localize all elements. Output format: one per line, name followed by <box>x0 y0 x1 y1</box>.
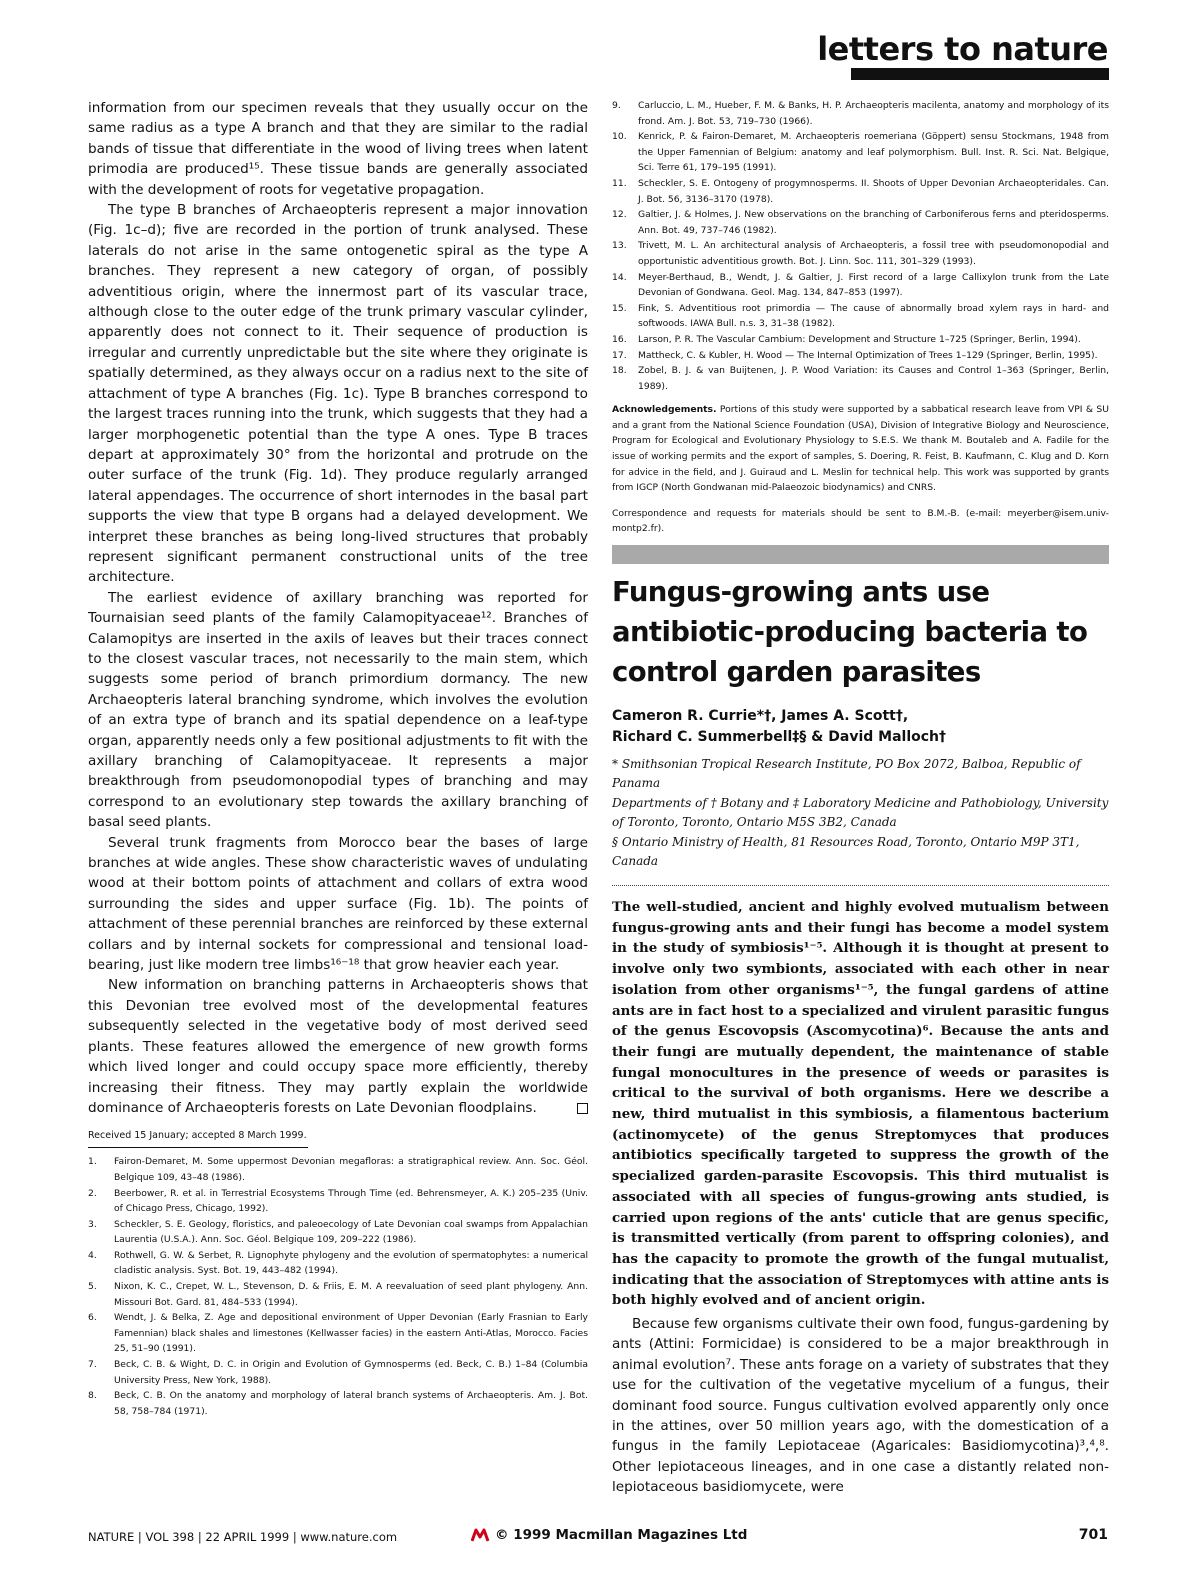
reference-item <box>612 98 1109 129</box>
reference-item <box>88 1388 588 1419</box>
reference-item <box>612 238 1109 269</box>
reference-text: Scheckler, S. E. Geology, floristics, and paleoecology of Late Devonian coal swamps from Appalachian Laurentia (U.S.A.). Ann. Soc. Géol. Belgique 109, 209–222 (1986). <box>114 1218 588 1246</box>
reference-list-left <box>88 1154 588 1419</box>
body-paragraph: The type B branches of Archaeopteris represent a major innovation (Fig. 1c–d); five are recorded in the portion of trunk analysed. These laterals do not arise in the same ontogenetic spiral as the type A branches. They represent a new category of organ, of possibly adventitious origin, where the innermost part of its vascular trace, although close to the outer edge of the trunk primary vascular cylinder, apparently does not connect to it. Their sequence of production is irregular and currently unpredictable but the site where they originate is spatially determined, as they always occur on a radius next to the site of attachment of type A branches (Fig. 1c). Type B branches correspond to the largest traces running into the trunk, which suggests that they had a larger morphogenetic potential than the type A ones. Type B traces depart at approximately 30° from the horizontal and protrude on the outer surface of the trunk (Fig. 1d). They produce regularly arranged lateral appendages. The occurrence of short internodes in the basal part supports the view that type B organs had a delayed development. We interpret these branches as being long-lived structures that probably represent significant permanent constructional units of the tree architecture. <box>88 202 588 586</box>
reference-text: Nixon, K. C., Crepet, W. L., Stevenson, D. & Friis, E. M. A reevaluation of seed plant phylogeny. Ann. Missouri Bot. Gard. 81, 484–533 (1994). <box>114 1281 588 1308</box>
reference-number: 17. <box>612 349 627 361</box>
reference-item <box>612 332 1109 348</box>
section-title: letters to nature <box>817 30 1108 68</box>
reference-item <box>612 176 1109 207</box>
reference-number: 15. <box>612 302 627 314</box>
reference-text: Beerbower, R. et al. in Terrestrial Ecosystems Through Time (ed. Behrensmeyer, A. K.) 205–235 (Univ. of Chicago Press, Chicago, 1992). <box>114 1187 588 1215</box>
received-dates: Received 15 January; accepted 8 March 1999. <box>88 1130 308 1148</box>
reference-text: Carluccio, L. M., Hueber, F. M. & Banks, H. P. Archaeopteris macilenta, anatomy and morphology of its frond. Am. J. Bot. 53, 719–730 (1966). <box>638 100 1109 127</box>
reference-item <box>88 1186 588 1217</box>
reference-text: Larson, P. R. The Vascular Cambium: Development and Structure 1–725 (Springer, Berlin, 1994). <box>638 333 1081 345</box>
reference-number: 16. <box>612 333 627 345</box>
reference-number: 8. <box>88 1390 97 1402</box>
body-paragraph-text: New information on branching patterns in Archaeopteris shows that this Devonian tree evolved most of the developmental features subsequently selected in the vegetative body of most derived seed plants. These features allowed the emergence of new growth forms which lived longer and could occupy space more efficiently, thereby increasing their fitness. They may partly explain the worldwide dominance of Archaeopteris forests on Late Devonian floodplains. <box>88 977 588 1116</box>
reference-number: 13. <box>612 240 627 252</box>
reference-item <box>88 1217 588 1248</box>
reference-text: Kenrick, P. & Fairon-Demaret, M. Archaeopteris roemeriana (Göppert) sensu Stockmans, 1948 from the Upper Famennian of Belgium: anatomy and leaf polymorphism. Bull. Inst. R. Sci. Nat. Belgique, Sci. Terre 61, 179–195 (1991). <box>638 131 1109 174</box>
macmillan-logo-icon <box>471 1528 491 1542</box>
reference-item <box>612 129 1109 176</box>
intro-paragraph: Because few organisms cultivate their own food, fungus-gardening by ants (Attini: Formicidae) is considered to be a major breakthrough in animal evolution⁷. These ants forage on a variety of substrates that they use for the cultivation of the vegetative mycelium of a fungus, their dominant food source. Fungus cultivation evolved apparently only once in the attines, over 50 million years ago, with the domestication of a fungus in the family Lepiotaceae (Agaricales: Basidiomycotina)³,⁴,⁸. Other lepiotaceous lineages, and in one case a distantly related non-lepiotaceous basidiomycete, were <box>612 1316 1109 1496</box>
left-column <box>88 98 588 1419</box>
article-intro <box>612 1314 1109 1498</box>
reference-item <box>612 301 1109 332</box>
right-column <box>612 98 1109 537</box>
reference-text: Wendt, J. & Belka, Z. Age and depositional environment of Upper Devonian (Early Frasnian to Early Famennian) black shales and limestones (Kellwasser facies) in the eastern Anti-Atlas, Morocco. Facies 25, 51–90 (1991). <box>114 1312 588 1355</box>
reference-item <box>612 363 1109 394</box>
affiliation-divider <box>612 885 1109 886</box>
affiliation: Departments of † Botany and ‡ Laboratory Medicine and Pathobiology, University of Toronto, Toronto, Ontario M5S 3B2, Canada <box>612 795 1109 830</box>
reference-text: Zobel, B. J. & van Buijtenen, J. P. Wood Variation: its Causes and Control 1–363 (Springer, Berlin, 1989). <box>638 365 1109 392</box>
page-number: 701 <box>1078 1527 1108 1543</box>
copyright-text: © 1999 Macmillan Magazines Ltd <box>495 1527 748 1543</box>
reference-text: Fink, S. Adventitious root primordia — The cause of abnormally broad xylem rays in hard- and softwoods. IAWA Bull. n.s. 3, 31–38 (1982). <box>638 302 1109 330</box>
reference-text: Fairon-Demaret, M. Some uppermost Devonian megafloras: a stratigraphical review. Ann. Soc. Géol. Belgique 109, 43–48 (1986). <box>114 1156 588 1183</box>
body-paragraph: Several trunk fragments from Morocco bear the bases of large branches at wide angles. These show characteristic waves of undulating wood at their bottom points of attachment and collars of extra wood surrounding the sides and upper surface (Fig. 1b). The points of attachment of these perennial branches are reinforced by these external collars and by internal sockets for compressional and tensional load-bearing, just like modern tree limbs¹⁶⁻¹⁸ that grow heavier each year. <box>88 834 588 974</box>
reference-text: Beck, C. B. On the anatomy and morphology of lateral branch systems of Archaeopteris. Am. J. Bot. 58, 758–784 (1971). <box>114 1390 588 1417</box>
author-affiliations <box>612 755 1109 871</box>
body-paragraph: The earliest evidence of axillary branching was reported for Tournaisian seed plants of the family Calamopityaceae¹². Branches of Calamopitys are inserted in the axils of leaves but their traces connect to the closest vascular traces, not necessarily to the main stem, which suggests some period of branch primordium dormancy. The new Archaeopteris lateral branching syndrome, which involves the evolution of an extra type of branch and its spatial dependence on a leaf-type organ, apparently needs only a few positional adjustments to fit with the axillary branching of Calamopityaceae. It represents a major breakthrough from pseudomonopodial types of branching and may correspond to an evolutionary step towards the axillary branching of basal seed plants. <box>88 589 588 831</box>
footer-citation: NATURE | VOL 398 | 22 APRIL 1999 | www.nature.com <box>88 1530 398 1544</box>
reference-text: Mattheck, C. & Kubler, H. Wood — The Internal Optimization of Trees 1–129 (Springer, Berlin, 1995). <box>638 349 1098 361</box>
acknowledgements-label: Acknowledgements. <box>612 404 717 416</box>
reference-text: Rothwell, G. W. & Serbet, R. Lignophyte phylogeny and the evolution of spermatophytes: a numerical cladistic analysis. Syst. Bot. 19, 443–482 (1994). <box>114 1249 588 1277</box>
body-paragraph: information from our specimen reveals that they usually occur on the same radius as a type A branch and that they are similar to the radial bands of tissue that differentiate in the wood of living trees when latent primodia are produced¹⁵. These tissue bands are generally associated with the development of roots for vegetative propagation. <box>88 100 588 198</box>
reference-text: Scheckler, S. E. Ontogeny of progymnosperms. II. Shoots of Upper Devonian Archaeopteridales. Can. J. Bot. 56, 3136–3170 (1978). <box>638 177 1109 205</box>
reference-item <box>612 348 1109 364</box>
reference-text: Beck, C. B. & Wight, D. C. in Origin and Evolution of Gymnosperms (ed. Beck, C. B.) 1–84 (Columbia University Press, New York, 1988). <box>114 1359 588 1386</box>
article-title: Fungus-growing ants use antibiotic-producing bacteria to control garden parasites <box>612 576 1088 688</box>
reference-list-right <box>612 98 1109 394</box>
affiliation: § Ontario Ministry of Health, 81 Resources Road, Toronto, Ontario M9P 3T1, Canada <box>612 834 1080 869</box>
acknowledgements <box>612 402 1109 496</box>
reference-number: 6. <box>88 1312 97 1324</box>
reference-item <box>88 1248 588 1279</box>
reference-number: 7. <box>88 1359 97 1371</box>
reference-item <box>88 1357 588 1388</box>
reference-text: Meyer-Berthaud, B., Wendt, J. & Galtier, J. First record of a large Callixylon trunk from the Late Devonian of Gondwana. Geol. Mag. 134, 847–853 (1997). <box>638 271 1109 299</box>
reference-number: 10. <box>612 131 627 143</box>
article-authors <box>612 706 1109 748</box>
reference-number: 1. <box>88 1156 97 1168</box>
reference-number: 12. <box>612 209 627 221</box>
article-abstract: The well-studied, ancient and highly evolved mutualism between fungus-growing ants and their fungi has become a model system in the study of symbiosis¹⁻⁵. Although it is thought at present to involve only two symbionts, associated with each other in near isolation from other organisms¹⁻⁵, the fungal gardens of attine ants are in fact host to a specialized and virulent parasitic fungus of the genus Escovopsis (Ascomycotina)⁶. Because the ants and their fungi are mutually dependent, the maintenance of stable fungal monocultures in the presence of weeds or parasites is critical to the survival of both organisms. Here we describe a new, third mutualist in this symbiosis, a filamentous bacterium (actinomycete) of the genus Streptomyces that produces antibiotics specifically targeted to suppress the growth of the specialized garden-parasite Escovopsis. This third mutualist is associated with all species of fungus-growing ants studied, is carried upon regions of the ants' cuticle that are genus specific, is transmitted vertically (from parent to offspring colonies), and has the capacity to promote the growth of the fungal mutualist, indicating that the association of Streptomyces with attine ants is both highly evolved and of ancient origin. <box>612 899 1109 1309</box>
reference-text: Trivett, M. L. An architectural analysis of Archaeopteris, a fossil tree with pseudomonopodial and opportunistic adventitious growth. Bot. J. Linn. Soc. 111, 301–329 (1993). <box>638 240 1109 267</box>
affiliation: * Smithsonian Tropical Research Institute, PO Box 2072, Balboa, Republic of Panama <box>612 757 1081 791</box>
end-of-article-icon <box>577 1103 588 1114</box>
reference-item <box>612 270 1109 301</box>
reference-item <box>88 1154 588 1185</box>
authors-line: Cameron R. Currie*†, James A. Scott†, <box>612 708 909 724</box>
left-body-text <box>88 98 588 1118</box>
reference-number: 4. <box>88 1249 97 1261</box>
authors-line: Richard C. Summerbell‡§ & David Malloch† <box>612 729 947 745</box>
body-paragraph-final <box>88 975 588 1118</box>
reference-item <box>88 1279 588 1310</box>
reference-number: 14. <box>612 271 627 283</box>
reference-number: 3. <box>88 1218 97 1230</box>
reference-item <box>88 1310 588 1357</box>
reference-number: 11. <box>612 177 627 189</box>
acknowledgements-text: Portions of this study were supported by a sabbatical research leave from VPI & SU and a grant from the National Science Foundation (USA), Division of Integrative Biology and Neuroscience, Program for Ecological and Evolutionary Physiology to S.E.S. We thank M. Boutaleb and A. Fadile for the issue of working permits and the export of samples, S. Doering, R. Feist, B. Kaufmann, C. Klug and D. Korn for advice in the field, and J. Guiraud and L. Meslin for technical help. This work was supported by grants from IGCP (North Gondwanan mid-Palaeozoic biodynamics) and CNRS. <box>612 404 1109 494</box>
article-separator-bar <box>612 545 1109 564</box>
reference-number: 5. <box>88 1281 97 1293</box>
footer-copyright <box>471 1527 747 1543</box>
header-rule <box>851 68 1109 80</box>
reference-item <box>612 207 1109 238</box>
reference-number: 9. <box>612 100 621 111</box>
reference-number: 2. <box>88 1187 97 1199</box>
reference-number: 18. <box>612 365 627 377</box>
correspondence: Correspondence and requests for materials should be sent to B.M.-B. (e-mail: meyerber@isem.univ-montp2.fr). <box>612 507 1109 535</box>
reference-text: Galtier, J. & Holmes, J. New observations on the branching of Carboniferous ferns and pteridosperms. Ann. Bot. 49, 737–746 (1982). <box>638 209 1109 236</box>
